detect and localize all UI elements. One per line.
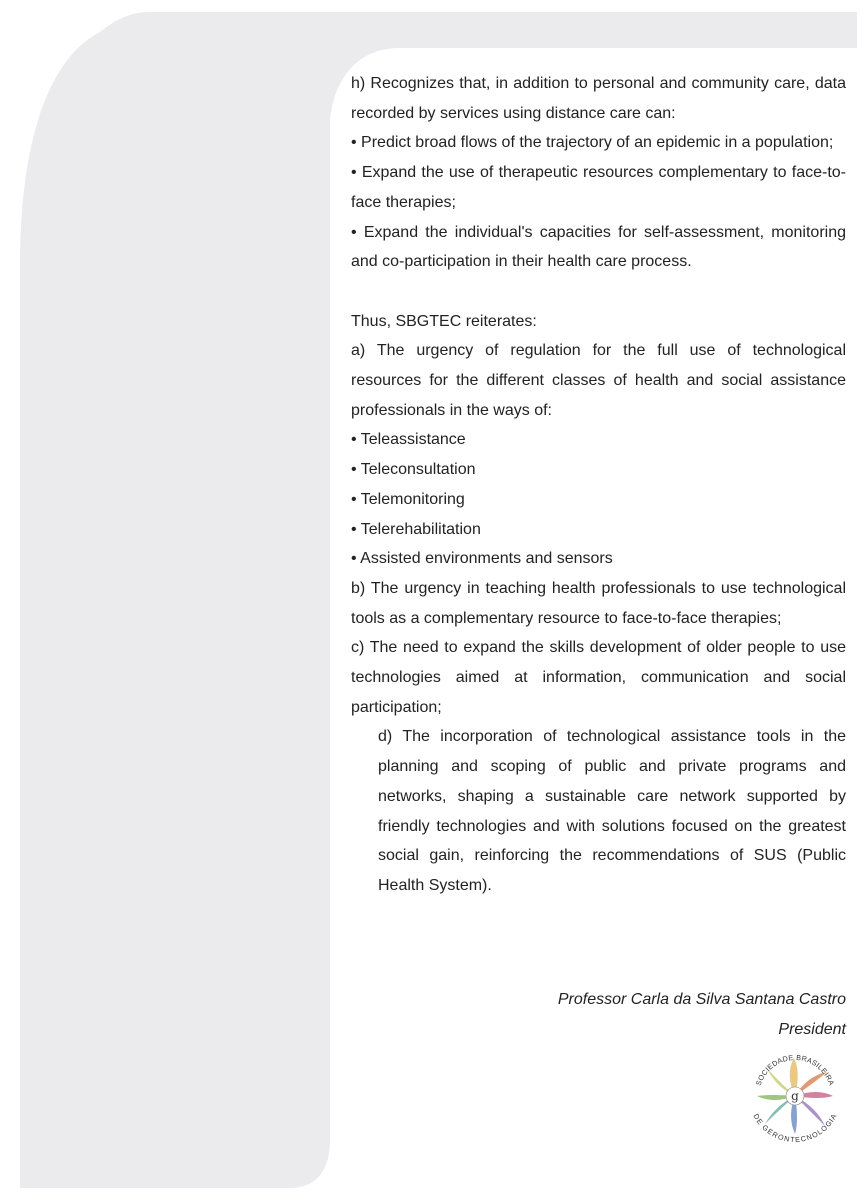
sbgtec-logo: [745, 1046, 845, 1146]
spacer: [351, 277, 846, 307]
item-d: d) The incorporation of technological assistance tools in the planning and scoping of public and private programs and networks, shaping a sustainable care network supported by friendly technologies and with solutions focused on the greatest social gain, reinforcing the recommendations of SUS (Public Health System).: [378, 728, 846, 894]
logo-text-bottom: DE GERONTECNOLOGIA: [751, 1112, 839, 1145]
document-body: [351, 69, 846, 901]
signatory-role: President: [778, 1020, 846, 1038]
modality-bullet: • Telemonitoring: [351, 490, 465, 508]
modality-bullet: • Telerehabilitation: [351, 520, 481, 538]
modality-bullet: • Assisted environments and sensors: [351, 550, 613, 568]
item-b: b) The urgency in teaching health professionals to use technological tools as a complementary resource to face-to-face therapies;: [351, 579, 846, 627]
item-a: a) The urgency of regulation for the full use of technological resources for the different classes of health and social assistance professionals in the ways of:: [351, 342, 846, 419]
section-h-bullet: • Predict broad flows of the trajectory of an epidemic in a population;: [351, 134, 834, 152]
item-c: c) The need to expand the skills development of older people to use technologies aimed at information, communication and social participation;: [351, 639, 846, 716]
section-h-bullet: • Expand the individual's capacities for self-assessment, monitoring and co-participation in their health care process.: [351, 223, 846, 271]
modality-bullet: • Teleconsultation: [351, 461, 476, 479]
modality-bullet: • Teleassistance: [351, 431, 466, 449]
section-h-intro: h) Recognizes that, in addition to personal and community care, data recorded by services using distance care can:: [351, 75, 846, 122]
logo-text-top: SOCIEDADE BRASILEIRA: [753, 1052, 837, 1087]
reiterates-heading: Thus, SBGTEC reiterates:: [351, 312, 537, 330]
signature-block: [558, 985, 846, 1044]
signatory-name: Professor Carla da Silva Santana Castro: [557, 991, 846, 1008]
logo-letter: g: [791, 1089, 799, 1103]
section-h-bullet: • Expand the use of therapeutic resources complementary to face-to-face therapies;: [351, 164, 846, 211]
